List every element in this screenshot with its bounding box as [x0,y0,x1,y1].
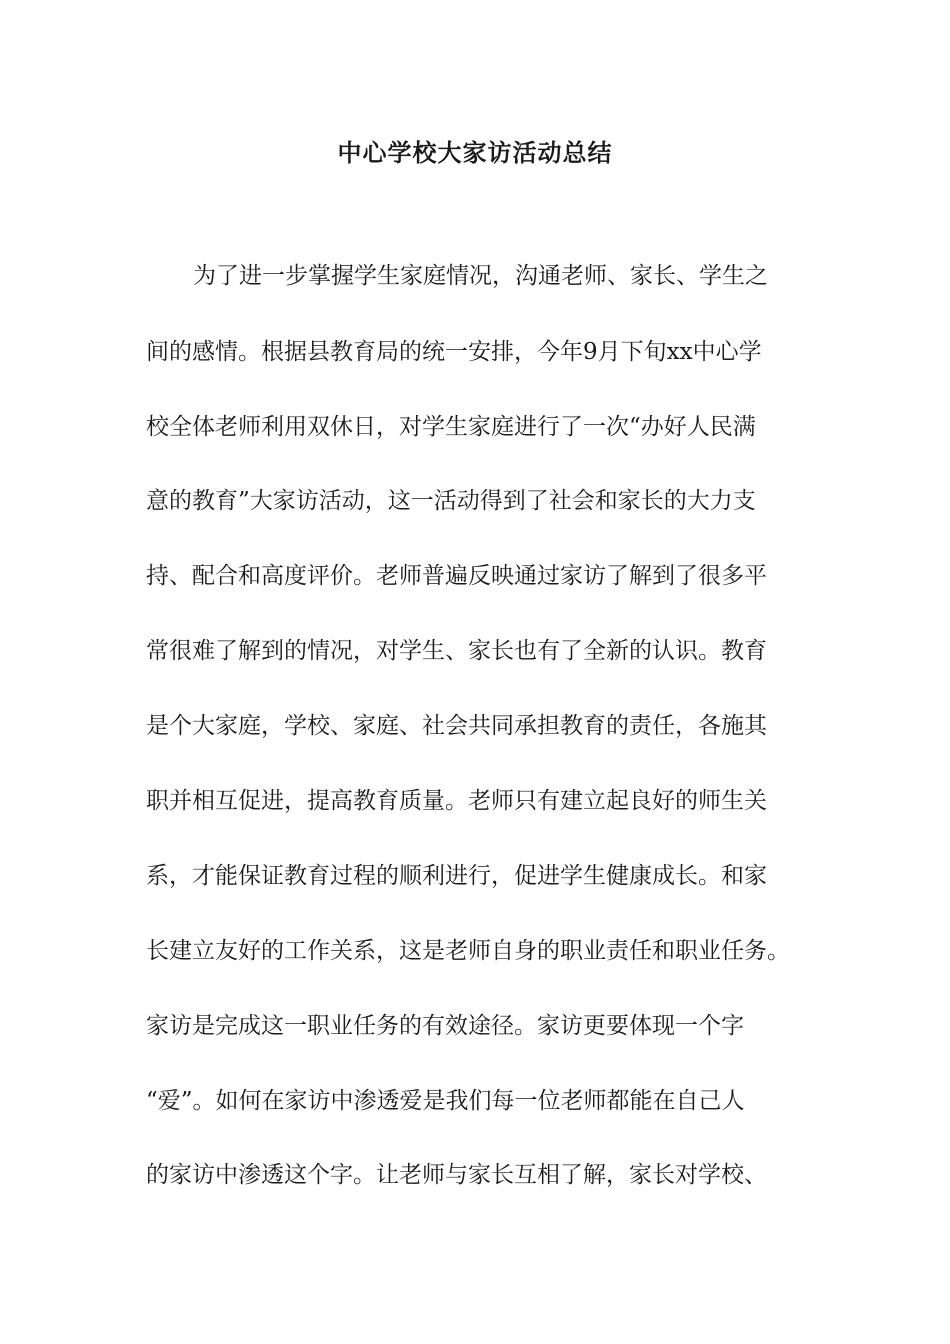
paragraph-line-3: 校全体老师利用双休日，对学生家庭进行了一次“办好人民满 [146,414,756,440]
paragraph-line-6: 常很难了解到的情况，对学生、家长也有了全新的认识。教育 [146,638,767,664]
paragraph-line-9: 系，才能保证教育过程的顺利进行，促进学生健康成长。和家 [146,863,767,889]
document-title: 中心学校大家访活动总结 [337,138,613,167]
paragraph-line-2: 间的感情。根据县教育局的统一安排，今年9月下旬xx中心学 [146,339,762,365]
paragraph-line-11: 家访是完成这一职业任务的有效途径。家访更要体现一个字 [146,1013,744,1039]
paragraph-line-8: 职并相互促进，提高教育质量。老师只有建立起良好的师生关 [146,788,767,814]
paragraph-line-13: 的家访中渗透这个字。让老师与家长互相了解，家长对学校、 [146,1162,767,1188]
paragraph-line-12: “爱”。如何在家访中渗透爱是我们每一位老师都能在自己人 [146,1088,745,1114]
paragraph-line-5: 持、配合和高度评价。老师普遍反映通过家访了解到了很多平 [146,563,767,589]
paragraph-line-10: 长建立友好的工作关系，这是老师自身的职业责任和职业任务。 [146,938,790,964]
paragraph-line-1: 为了进一步掌握学生家庭情况，沟通老师、家长、学生之 [193,263,768,289]
paragraph-line-4: 意的教育”大家访活动，这一活动得到了社会和家长的大力支 [146,488,756,514]
paragraph-line-7: 是个大家庭，学校、家庭、社会共同承担教育的责任，各施其 [146,713,767,739]
